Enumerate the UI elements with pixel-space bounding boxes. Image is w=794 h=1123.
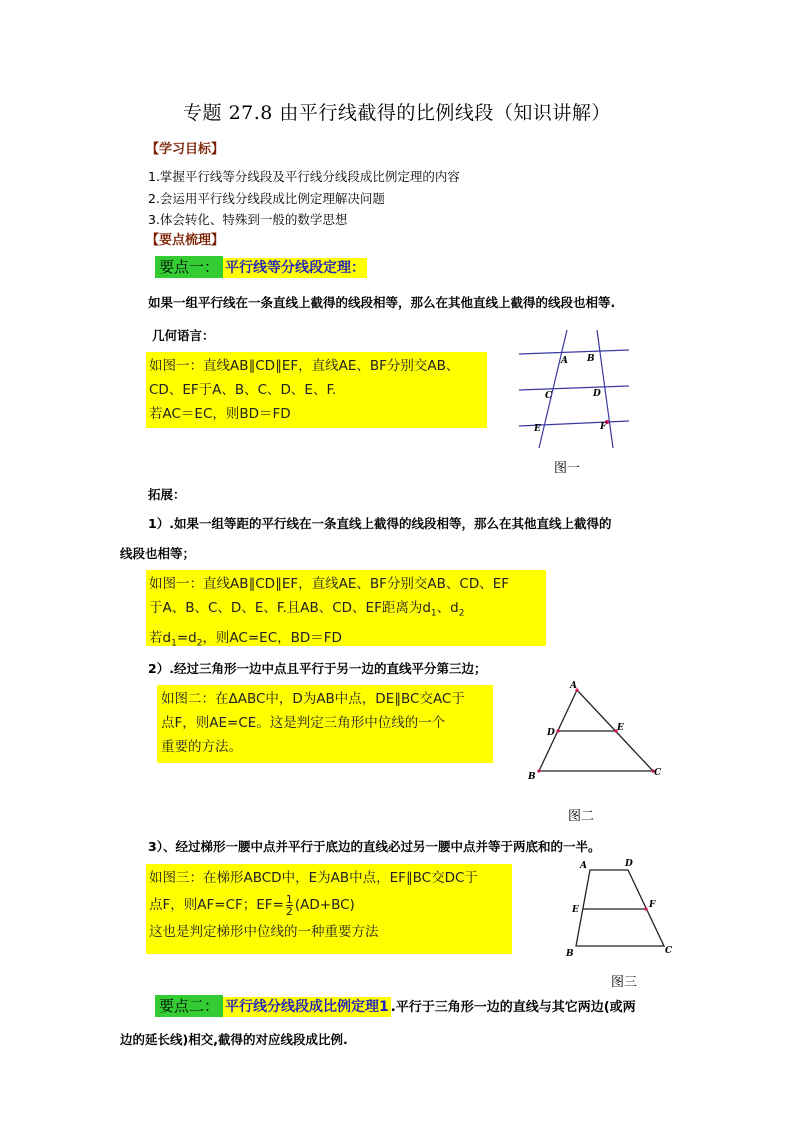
- key-point-1-name: 平行线等分线段定理：: [225, 260, 366, 276]
- fig1-label-f: F: [600, 422, 607, 432]
- extension-2-text: 2）.经过三角形一边中点且平行于另一边的直线平分第三边；: [148, 661, 487, 676]
- figure-2-triangle: [525, 678, 665, 782]
- key-point-2-tag: 要点二：: [155, 995, 223, 1017]
- box4-line-1: 如图三：在梯形ABCD中，E为AB中点，EF∥BC交DC于: [149, 870, 478, 886]
- example-box-fig2: [157, 685, 493, 763]
- box2-line-3: [149, 626, 543, 656]
- fig1-label-e: E: [534, 424, 541, 434]
- section-points-heading: 【要点梳理】: [146, 233, 225, 248]
- box3-line-1: 如图二：在ΔABC中，D为AB中点，DE∥BC交AC于: [161, 691, 465, 707]
- fig3-point-f: [644, 907, 647, 910]
- box2-line-3-text-b: =d: [176, 629, 197, 646]
- fig2-label-d: D: [547, 728, 555, 738]
- box2-line-2: [149, 596, 543, 626]
- box2-sub-1: 1: [430, 608, 437, 619]
- key-point-1-heading: [155, 256, 367, 277]
- box4-line-2-text-b: (AD+BC): [294, 897, 355, 913]
- figure-1-caption: 图一: [554, 461, 581, 476]
- fig3-label-e: E: [572, 905, 579, 915]
- example-box-extension-1: [146, 570, 546, 649]
- extension-label: 拓展：: [148, 487, 186, 502]
- fig3-label-c: C: [665, 946, 673, 956]
- key-point-1-tag: 要点一：: [155, 256, 223, 278]
- example-box-fig3: [146, 864, 512, 954]
- fig2-point-d: [556, 729, 559, 732]
- fraction-one-half: [286, 894, 293, 917]
- goal-item-1: 1.掌握平行线等分线段及平行线分线段成比例定理的内容: [148, 169, 460, 184]
- fig2-point-b: [537, 769, 540, 772]
- box2-sub-2: 2: [458, 608, 465, 619]
- box4-line-2-text: 点F，则AF=CF；EF=: [149, 897, 284, 913]
- fig1-label-d: D: [593, 389, 601, 399]
- fraction-denominator: 2: [285, 904, 293, 918]
- page-title: 专题 27.8 由平行线截得的比例线段（知识讲解）: [183, 102, 611, 124]
- extension-3-text: 3）、经过梯形一腰中点并平行于底边的直线必过另一腰中点并等于两底和的一半。: [148, 839, 601, 854]
- box1-line-1: 如图一：直线AB∥CD∥EF，直线AE、BF分别交AB、: [149, 358, 460, 374]
- fig3-label-d: D: [625, 859, 633, 869]
- box4-line-2: [149, 890, 509, 920]
- fig2-label-c: C: [654, 768, 662, 778]
- figure-1-parallel-lines: [515, 328, 635, 453]
- box1-line-3: 若AC＝EC，则BD＝FD: [149, 406, 291, 422]
- box2-line-3-text: 若d: [149, 629, 172, 646]
- key-point-2-heading: [155, 995, 636, 1016]
- extension-1-line-2: 线段也相等；: [120, 546, 196, 561]
- box2-line-2-text: 于A、B、C、D、E、F.且AB、CD、EF距离为d: [149, 600, 431, 616]
- figure-2-caption: 图二: [568, 809, 595, 824]
- box2-line-3-text-c: ，则AC=EC，BD＝FD: [202, 629, 342, 646]
- fraction-numerator: 1: [285, 892, 293, 906]
- goal-item-2: 2.会运用平行线分线段成比例定理解决问题: [148, 191, 385, 206]
- key-point-2-name: 平行线分线段成比例定理1: [225, 999, 389, 1015]
- box1-line-2: CD、EF于A、B、C、D、E、F.: [149, 382, 337, 398]
- geometry-language-label: 几何语言：: [152, 328, 215, 343]
- fig1-line-cd: [519, 386, 629, 390]
- goal-item-3: 3.体会转化、特殊到一般的数学思想: [148, 212, 348, 227]
- fig1-label-a: A: [561, 356, 568, 366]
- box2-line-3-sub-1: 1: [171, 638, 177, 649]
- box4-line-3: 这也是判定梯形中位线的一种重要方法: [149, 924, 379, 940]
- fig3-label-b: B: [566, 949, 574, 959]
- box3-line-3: 重要的方法。: [161, 739, 242, 755]
- theorem-1-statement: 如果一组平行线在一条直线上截得的线段相等，那么在其他直线上截得的线段也相等.: [148, 295, 616, 310]
- fig1-label-b: B: [587, 354, 595, 364]
- box2-line-2-text-b: 、d: [436, 600, 459, 616]
- section-goals-heading: 【学习目标】: [146, 142, 225, 157]
- fig3-label-a: A: [580, 861, 587, 871]
- fig3-label-f: F: [649, 900, 656, 910]
- box2-line-3-sub-2: 2: [196, 638, 203, 649]
- box2-line-1: 如图一：直线AB∥CD∥EF，直线AE、BF分别交AB、CD、EF: [149, 576, 510, 592]
- extension-1-line-1: 1）.如果一组等距的平行线在一条直线上截得的线段相等，那么在其他直线上截得的: [148, 516, 612, 531]
- fig1-line-ab: [519, 350, 629, 354]
- fig1-label-c: C: [545, 391, 553, 401]
- key-point-2-text: .平行于三角形一边的直线与其它两边(或两: [390, 1000, 636, 1015]
- fig2-label-e: E: [617, 723, 624, 733]
- example-box-fig1: [146, 352, 487, 428]
- figure-3-caption: 图三: [611, 975, 638, 990]
- figure-3-trapezoid: [562, 856, 680, 962]
- key-point-2-line-2: 边的延长线)相交,截得的对应线段成比例.: [120, 1032, 348, 1047]
- box3-line-2: 点F，则AE=CE。这是判定三角形中位线的一个: [161, 715, 446, 731]
- fig2-label-a: A: [570, 681, 577, 691]
- fig2-label-b: B: [528, 772, 536, 782]
